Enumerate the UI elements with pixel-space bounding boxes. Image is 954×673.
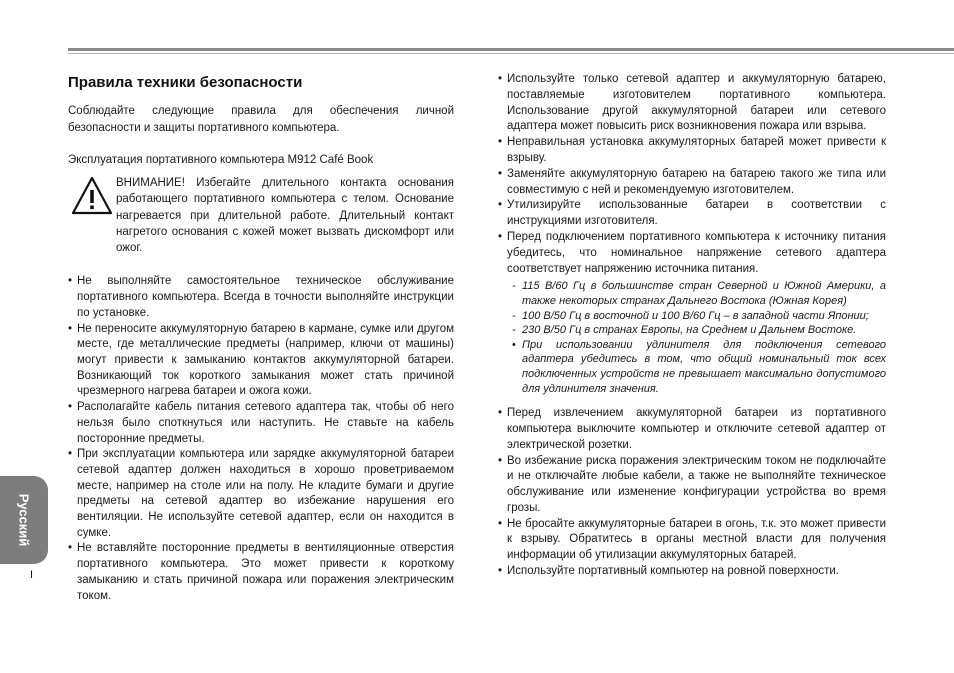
extension-note: • При использовании удлинителя для подключения сетевого адаптера убедитесь в том, что общий номинальный ток всех подключенных устройств не превышает максимально допустимого для удлинителя значения. [512, 338, 886, 396]
voltage-note: - 115 В/60 Гц в большинстве стран Северной и Южной Америки, а также некоторых странах Дальнего Востока (Южная Корея) [512, 279, 886, 308]
list-item: • Располагайте кабель питания сетевого адаптера так, чтобы об него нельзя было споткнуться или наступить. Не ставьте на кабель посторонние предметы. [68, 400, 454, 447]
voltage-notes-list [512, 279, 886, 396]
list-item: • Утилизируйте использованные батареи в соответствии с инструкциями изготовителя. [498, 198, 886, 230]
list-item: • Заменяйте аккумуляторную батарею на батарею такого же типа или совместимую с ней и рекомендуемую изготовителем. [498, 167, 886, 199]
list-item: • Используйте только сетевой адаптер и аккумуляторную батарею, поставляемые изготовителем портативного компьютера. Использование другой аккумуляторной батареи или сетевого адаптера может повысить риск возникновения пожара или взрыва. [498, 72, 886, 135]
left-column [68, 70, 454, 604]
list-item: • Перед извлечением аккумуляторной батареи из портативного компьютера выключите компьютер и отключите сетевой адаптер от электрической розетки. [498, 406, 886, 453]
warning-triangle-icon [71, 175, 113, 217]
right-bullet-list-b [498, 406, 886, 580]
header-rule-thin [68, 53, 954, 54]
list-item: • Не вставляйте посторонние предметы в вентиляционные отверстия портативного компьютера. Это может привести к короткому замыканию и стать причиной пожара или поражения электрическим током. [68, 541, 454, 604]
warning-text: ВНИМАНИЕ! Избегайте длительного контакта основания работающего портативного компьютера с телом. Основание нагревается при длительной работе. Длительный контакт нагретого основания с кожей может вызвать дискомфорт или ожог. [116, 177, 454, 255]
list-item: • При эксплуатации компьютера или зарядке аккумуляторной батареи сетевой адаптер должен находиться в хорошо проветриваемом месте, например на столе или на полу. Не кладите бумаги и другие предметы на сетевой адаптер во избежание нарушения его вентиляции. Не используйте сетевой адаптер, если он находится в сумке. [68, 447, 454, 541]
right-column [498, 72, 886, 580]
list-item: • Во избежание риска поражения электрическим током не подключайте и не отключайте любые кабели, а также не выполняйте техническое обслуживание или изменение конфигурации устройства во время грозы. [498, 454, 886, 517]
list-item: • Неправильная установка аккумуляторных батарей может привести к взрыву. [498, 135, 886, 167]
list-item: • Используйте портативный компьютер на ровной поверхности. [498, 564, 886, 580]
voltage-note: - 230 В/50 Гц в странах Европы, на Среднем и Дальнем Востоке. [512, 323, 886, 338]
language-tab-label: Русский [16, 493, 32, 547]
header-rule [68, 48, 954, 51]
list-item: • Не переносите аккумуляторную батарею в кармане, сумке или другом месте, где металлические предметы (например, ключи от машины) могут привести к замыканию контактов аккумуляторной батареи. Возникающий ток короткого замыкания может стать причиной чрезмерного нагрева батареи и ожога кожи. [68, 322, 454, 401]
section-subtitle: Эксплуатация портативного компьютера M912 Café Book [68, 154, 374, 166]
page-number: I [30, 569, 34, 581]
intro-paragraph: Соблюдайте следующие правила для обеспечения личной безопасности и защиты портативного компьютера. [68, 105, 454, 134]
warning-box [68, 175, 454, 256]
list-item: • Перед подключением портативного компьютера к источнику питания убедитесь, что номинальное напряжение сетевого адаптера соответствует напряжению источника питания. [498, 230, 886, 277]
voltage-note: - 100 В/50 Гц в восточной и 100 В/60 Гц – в западной части Японии; [512, 309, 886, 324]
list-item: • Не бросайте аккумуляторные батареи в огонь, т.к. это может привести к взрыву. Обратитесь в органы местной власти для получения информации об утилизации аккумуляторных батарей. [498, 517, 886, 564]
left-bullet-list [68, 274, 454, 604]
list-item: • Не выполняйте самостоятельное техническое обслуживание портативного компьютера. Всегда в точности выполняйте инструкции по установке. [68, 274, 454, 321]
right-bullet-list-a [498, 72, 886, 277]
page-title: Правила техники безопасности [68, 74, 303, 91]
